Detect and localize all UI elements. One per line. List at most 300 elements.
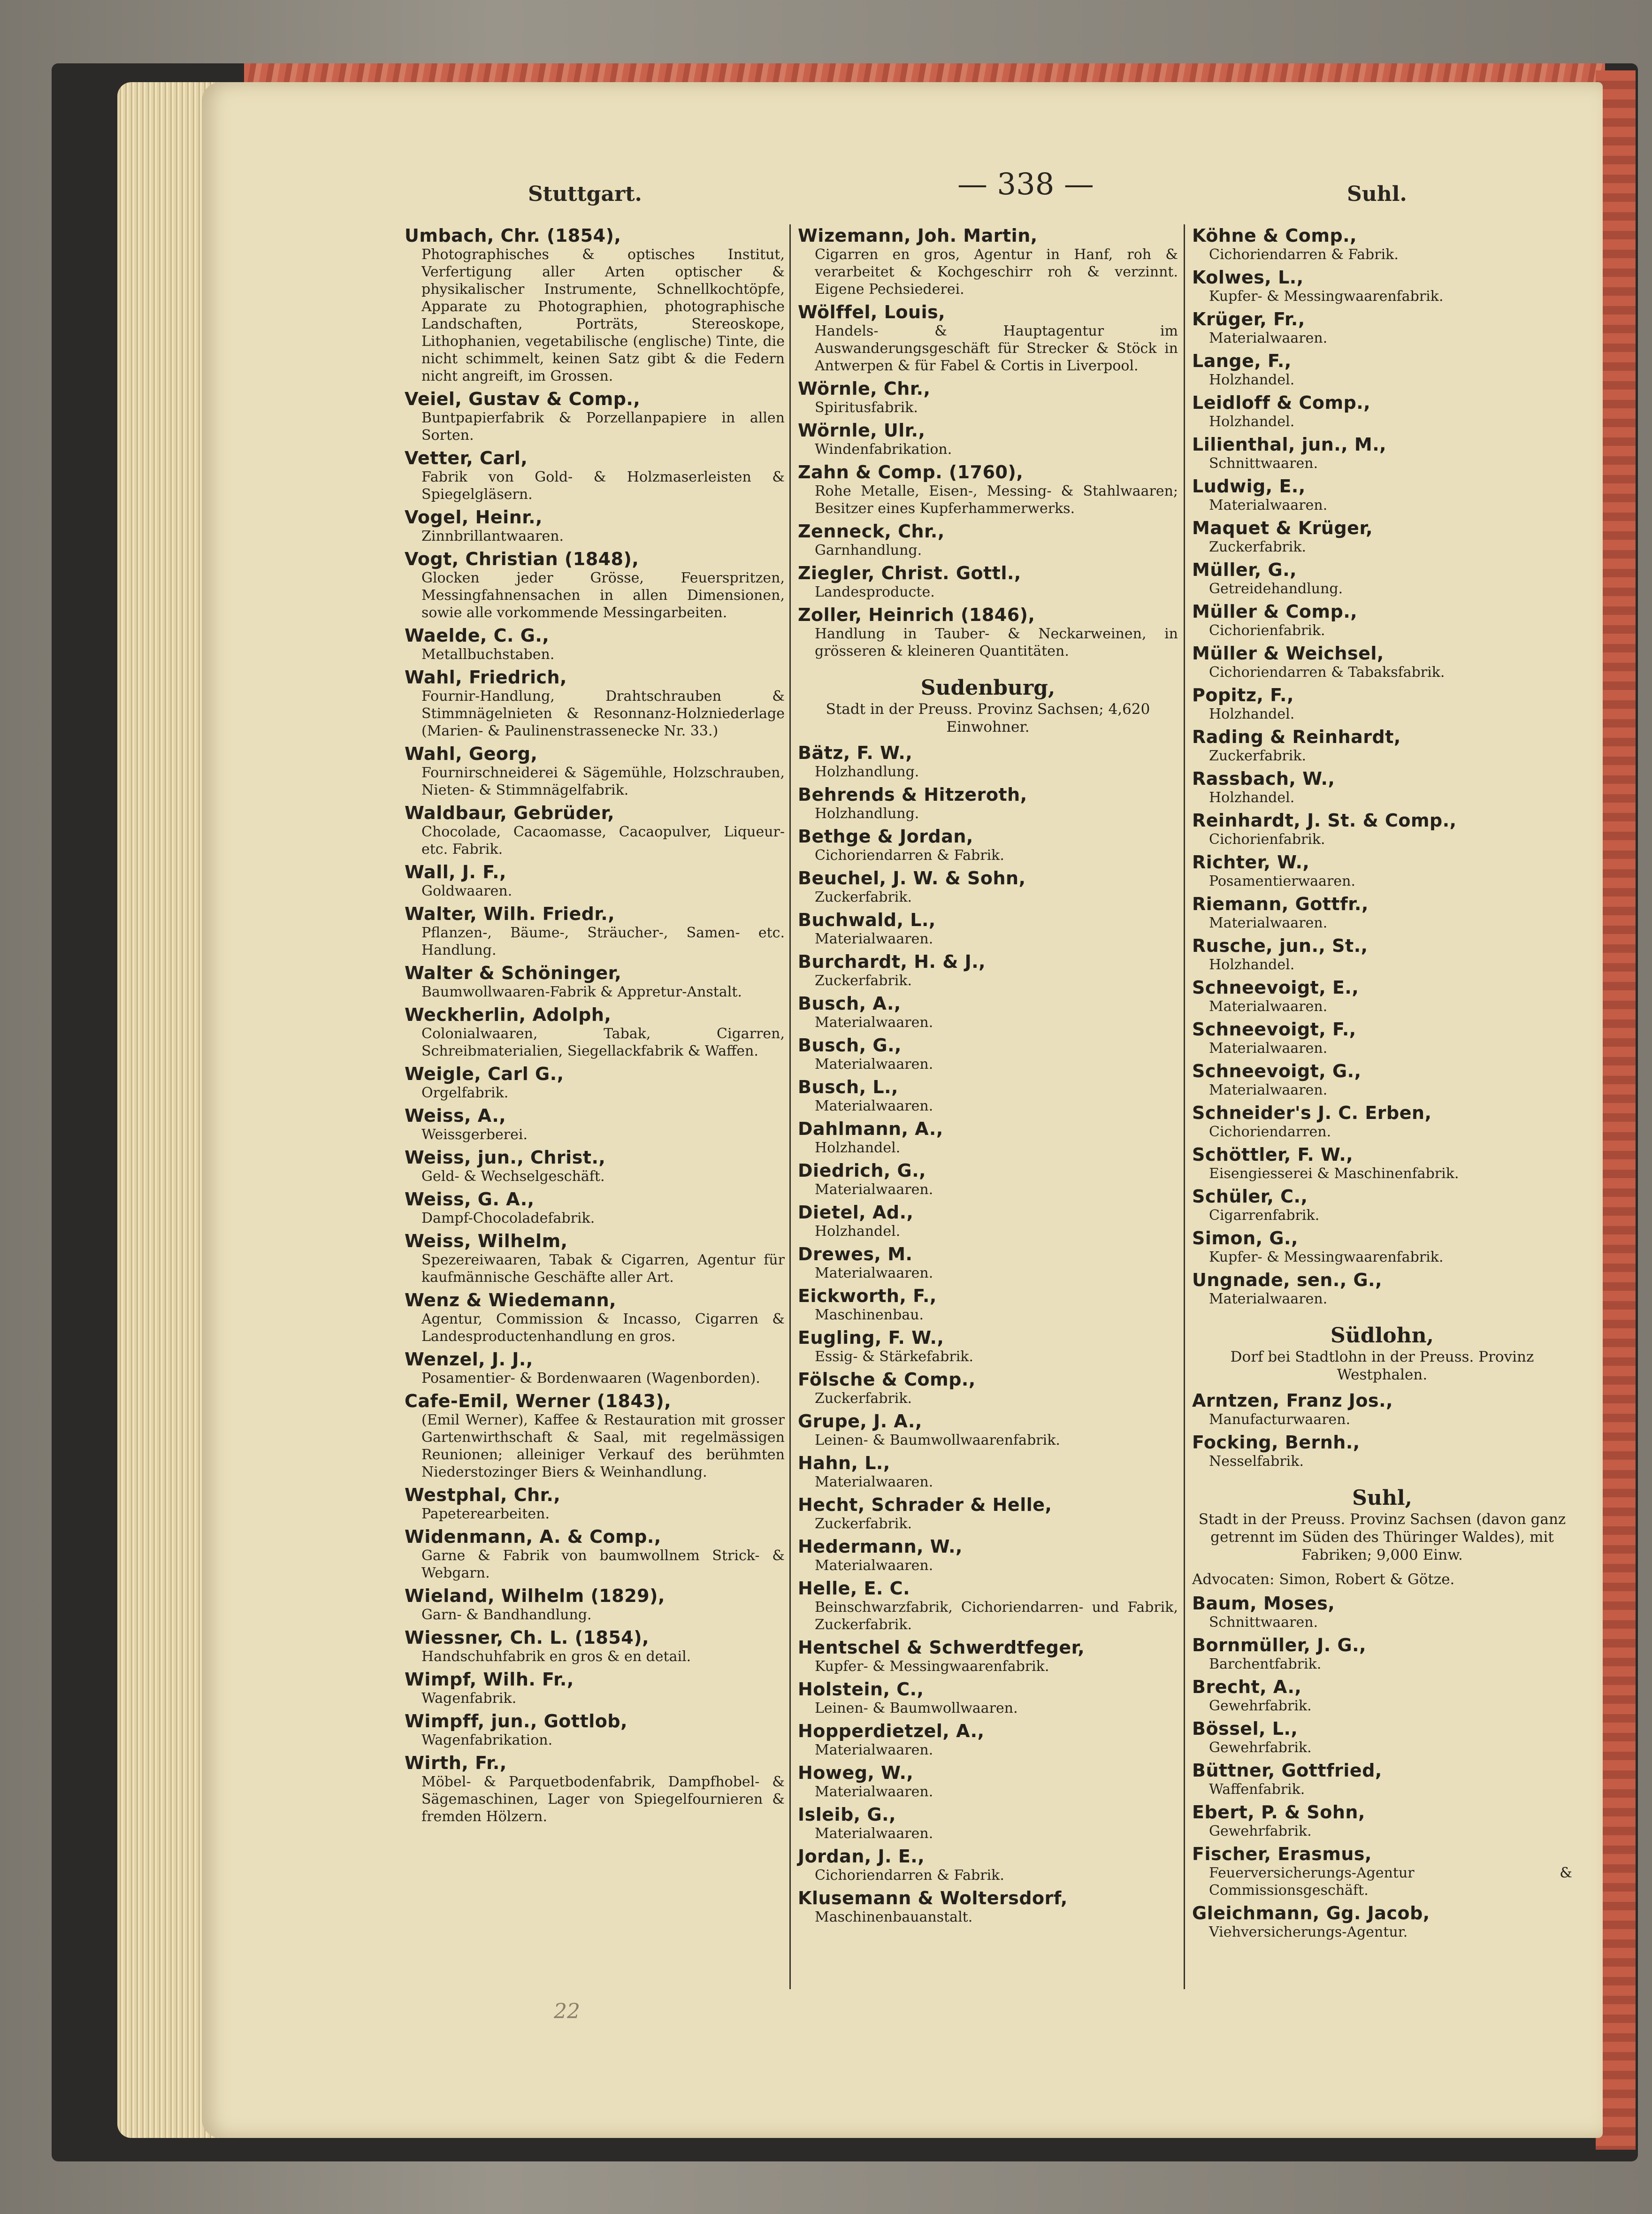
entry-name: Weiss, G. A., — [405, 1189, 535, 1210]
entry-description: Landesproducte. — [815, 584, 935, 600]
directory-entry — [798, 993, 1178, 1031]
directory-entry — [1192, 518, 1572, 556]
entry-description: Maschinenbauanstalt. — [815, 1909, 973, 1925]
directory-entry — [1192, 977, 1572, 1015]
entry-description: Garnhandlung. — [815, 542, 922, 559]
directory-entry — [798, 1286, 1178, 1324]
directory-entry — [1192, 643, 1572, 681]
entry-name: Widenmann, A. & Comp., — [405, 1526, 661, 1547]
directory-entry — [405, 1064, 785, 1102]
entry-description: Garne & Fabrik von baumwollnem Strick- & Webgarn. — [421, 1548, 785, 1581]
directory-entry — [798, 563, 1178, 601]
directory-entry — [798, 521, 1178, 559]
section-title: Suhl, — [1352, 1486, 1412, 1510]
entry-name: Büttner, Gottfried, — [1192, 1760, 1382, 1781]
directory-entry — [405, 225, 785, 385]
entry-name: Maquet & Krüger, — [1192, 518, 1373, 538]
entry-name: Wörnle, Ulr., — [798, 420, 925, 441]
directory-entry — [1192, 1144, 1572, 1182]
entry-name: Howeg, W., — [798, 1762, 914, 1783]
column-3 — [1192, 225, 1572, 1945]
entry-description: Cigarrenfabrik. — [1209, 1207, 1320, 1224]
entry-description: Cichoriendarren & Fabrik. — [815, 1867, 1004, 1884]
entry-name: Leidloff & Comp., — [1192, 392, 1371, 413]
entry-description: Cichoriendarren & Tabaksfabrik. — [1209, 664, 1445, 681]
entry-description: Materialwaaren. — [815, 931, 933, 947]
entry-name: Reinhardt, J. St. & Comp., — [1192, 810, 1457, 831]
directory-entry — [798, 302, 1178, 375]
directory-entry — [798, 1679, 1178, 1717]
directory-entry — [405, 1711, 785, 1749]
entry-description: Holzhandel. — [815, 1140, 901, 1156]
column-rule — [1184, 224, 1185, 1989]
entry-description: Leinen- & Baumwollwaarenfabrik. — [815, 1432, 1060, 1448]
entry-name: Wall, J. F., — [405, 862, 506, 882]
directory-entry — [1192, 1635, 1572, 1673]
entry-name: Richter, W., — [1192, 852, 1310, 873]
entry-name: Vogel, Heinr., — [405, 507, 543, 528]
entry-name: Hentschel & Schwerdtfeger, — [798, 1637, 1085, 1658]
directory-entry — [1192, 559, 1572, 598]
column-rule — [789, 224, 791, 1989]
entry-name: Popitz, F., — [1192, 685, 1294, 705]
directory-entry — [798, 1160, 1178, 1198]
entry-description: Cigarren en gros, Agentur in Hanf, roh & verarbeitet & Kochgeschirr roh & verzinnt. Eigene Pechsiederei. — [815, 246, 1178, 298]
directory-entry — [1192, 434, 1572, 472]
entry-description: Posamentier- & Bordenwaaren (Wagenborden). — [421, 1370, 760, 1387]
entry-name: Fölsche & Comp., — [798, 1369, 976, 1390]
directory-entry — [1192, 1019, 1572, 1057]
entry-description: Papeterearbeiten. — [421, 1506, 550, 1522]
directory-entry — [798, 1536, 1178, 1574]
entry-description: Gewehrfabrik. — [1209, 1739, 1312, 1756]
entry-name: Walter & Schöninger, — [405, 963, 622, 983]
entry-name: Wizemann, Joh. Martin, — [798, 225, 1038, 246]
entry-name: Arntzen, Franz Jos., — [1192, 1390, 1393, 1411]
directory-entry — [798, 1494, 1178, 1532]
entry-name: Isleib, G., — [798, 1804, 896, 1825]
directory-entry — [1192, 852, 1572, 890]
directory-entry — [1192, 1718, 1572, 1756]
entry-name: Burchardt, H. & J., — [798, 951, 986, 972]
entry-description: Cichorienfabrik. — [1209, 831, 1325, 848]
entry-name: Schneevoigt, E., — [1192, 977, 1359, 998]
entry-description: Waffenfabrik. — [1209, 1781, 1305, 1798]
entry-name: Hedermann, W., — [798, 1536, 963, 1557]
entry-name: Grupe, J. A., — [798, 1411, 922, 1432]
entry-name: Beuchel, J. W. & Sohn, — [798, 868, 1026, 889]
entry-name: Schüler, C., — [1192, 1186, 1308, 1207]
directory-entry — [798, 1804, 1178, 1842]
entry-name: Schneevoigt, G., — [1192, 1061, 1361, 1081]
directory-entry — [1192, 1228, 1572, 1266]
entry-name: Zenneck, Chr., — [798, 521, 945, 542]
directory-entry — [1192, 1270, 1572, 1308]
entry-name: Busch, A., — [798, 993, 901, 1014]
directory-entry — [405, 625, 785, 663]
directory-entry — [798, 1453, 1178, 1491]
entry-name: Bössel, L., — [1192, 1718, 1298, 1739]
entry-name: Weiss, A., — [405, 1105, 506, 1126]
entry-name: Hecht, Schrader & Helle, — [798, 1494, 1052, 1515]
entry-description: Glocken jeder Grösse, Feuerspritzen, Messingfahnensachen in allen Dimensionen, sowie alle vorkommende Messingarbeiten. — [421, 570, 785, 621]
directory-entry — [405, 963, 785, 1001]
entry-description: Materialwaaren. — [815, 1098, 933, 1114]
entry-name: Dahlmann, A., — [798, 1118, 943, 1139]
entry-description: Zuckerfabrik. — [815, 1390, 912, 1407]
entry-name: Wiessner, Ch. L. (1854), — [405, 1627, 650, 1648]
entry-description: Holzhandel. — [815, 1223, 901, 1240]
directory-entry — [798, 462, 1178, 517]
directory-entry — [1192, 1061, 1572, 1099]
entry-description: Maschinenbau. — [815, 1307, 924, 1323]
directory-entry — [1192, 894, 1572, 932]
entry-description: Zuckerfabrik. — [815, 889, 912, 905]
entry-name: Eugling, F. W., — [798, 1327, 944, 1348]
entry-name: Zahn & Comp. (1760), — [798, 462, 1024, 483]
entry-name: Hahn, L., — [798, 1453, 890, 1473]
entry-description: Cichorienfabrik. — [1209, 622, 1325, 639]
entry-description: Geld- & Wechselgeschäft. — [421, 1168, 605, 1185]
directory-entry — [1192, 309, 1572, 347]
entry-name: Müller, G., — [1192, 559, 1297, 580]
entry-description: Chocolade, Cacaomasse, Cacaopulver, Liqueur- etc. Fabrik. — [421, 824, 785, 858]
entry-description: Goldwaaren. — [421, 883, 512, 899]
entry-name: Jordan, J. E., — [798, 1846, 925, 1867]
entry-name: Zoller, Heinrich (1846), — [798, 605, 1035, 625]
directory-entry — [798, 225, 1178, 298]
entry-description: Metallbuchstaben. — [421, 646, 555, 663]
entry-name: Lange, F., — [1192, 351, 1292, 371]
entry-description: Leinen- & Baumwollwaaren. — [815, 1700, 1018, 1716]
entry-description: Fournir-Handlung, Drahtschrauben & Stimmnägelnieten & Resonnanz-Holzniederlage (Marien- & Paulinenstrassenecke Nr. 33.) — [421, 688, 785, 739]
entry-description: Materialwaaren. — [815, 1474, 933, 1490]
entry-name: Rading & Reinhardt, — [1192, 727, 1401, 747]
entry-name: Buchwald, L., — [798, 910, 936, 930]
entry-description: Holzhandlung. — [815, 805, 919, 822]
entry-description: Zuckerfabrik. — [815, 1516, 912, 1532]
directory-entry — [405, 1189, 785, 1227]
column-1 — [405, 225, 785, 1829]
entry-description: Gewehrfabrik. — [1209, 1698, 1312, 1714]
entry-description: Holzhandel. — [1209, 372, 1295, 388]
entry-description: Agentur, Commission & Incasso, Cigarren & Landesproductenhandlung en gros. — [421, 1311, 785, 1345]
entry-description: Manufacturwaaren. — [1209, 1411, 1351, 1428]
directory-entry — [405, 1485, 785, 1523]
directory-entry — [798, 1035, 1178, 1073]
directory-entry — [798, 1578, 1178, 1633]
entry-description: Gewehrfabrik. — [1209, 1823, 1312, 1839]
entry-name: Hopperdietzel, A., — [798, 1721, 985, 1741]
entry-description: Getreidehandlung. — [1209, 581, 1343, 597]
entry-name: Baum, Moses, — [1192, 1593, 1335, 1614]
entry-description: Spiritusfabrik. — [815, 399, 918, 416]
entry-description: Schnittwaaren. — [1209, 455, 1318, 472]
entry-name: Schöttler, F. W., — [1192, 1144, 1354, 1165]
section-intro: Stadt in der Preuss. Provinz Sachsen (davon ganz getrennt im Süden des Thüringer Waldes), mit Fabriken; 9,000 Einw. — [1198, 1511, 1566, 1563]
entry-name: Wimpf, Wilh. Fr., — [405, 1669, 574, 1690]
directory-entry — [798, 1327, 1178, 1365]
entry-name: Ziegler, Christ. Gottl., — [798, 563, 1021, 583]
entry-name: Bätz, F. W., — [798, 743, 913, 763]
entry-name: Weigle, Carl G., — [405, 1064, 564, 1084]
entry-name: Simon, G., — [1192, 1228, 1298, 1249]
directory-entry — [405, 862, 785, 900]
directory-entry — [405, 1290, 785, 1345]
entry-name: Walter, Wilh. Friedr., — [405, 904, 615, 924]
entry-description: Materialwaaren. — [815, 1784, 933, 1800]
entry-description: Photographisches & optisches Institut, Verfertigung aller Arten optischer & physikalischer Instrumente, Schnellkochtöpfe, Apparate zu Photographien, photographische Landschaften, Porträts, Stereoskope, Lithophanien, vegetabilische (englische) Tinte, die nicht schimmelt, keinen Satz gibt & die Federn nicht angreift, im Grossen. — [421, 246, 785, 384]
entry-description: Weissgerberei. — [421, 1126, 528, 1143]
entry-name: Bethge & Jordan, — [798, 826, 973, 847]
entry-description: Materialwaaren. — [815, 1557, 933, 1574]
directory-entry — [798, 1202, 1178, 1240]
directory-entry — [798, 1888, 1178, 1926]
entry-description: Nesselfabrik. — [1209, 1453, 1304, 1470]
directory-entry — [798, 1762, 1178, 1800]
directory-entry — [1192, 225, 1572, 263]
page-number: — 338 — — [957, 167, 1094, 202]
directory-entry — [798, 378, 1178, 416]
entry-description: Zuckerfabrik. — [1209, 539, 1307, 555]
entry-description: Viehversicherungs-Agentur. — [1209, 1924, 1408, 1940]
entry-name: Gleichmann, Gg. Jacob, — [1192, 1903, 1430, 1923]
directory-entry — [798, 910, 1178, 948]
entry-name: Müller & Comp., — [1192, 601, 1358, 622]
entry-name: Weiss, Wilhelm, — [405, 1231, 568, 1251]
advocates-line: Advocaten: Simon, Robert & Götze. — [1192, 1571, 1455, 1588]
entry-name: Busch, L., — [798, 1077, 898, 1097]
directory-entry — [405, 1231, 785, 1286]
entry-description: Materialwaaren. — [1209, 1082, 1328, 1098]
directory-entry — [405, 1105, 785, 1143]
section-block — [1192, 1486, 1572, 1564]
section-intro: Dorf bei Stadtlohn in der Preuss. Provinz Westphalen. — [1230, 1348, 1534, 1383]
directory-entry — [405, 1391, 785, 1481]
directory-entry — [1192, 810, 1572, 848]
directory-entry — [1192, 1844, 1572, 1899]
entry-description: Möbel- & Parquetbodenfabrik, Dampfhobel- & Sägemaschinen, Lager von Spiegelfournieren & fremden Hölzern. — [421, 1774, 785, 1825]
entry-name: Waelde, C. G., — [405, 625, 550, 646]
entry-description: Posamentierwaaren. — [1209, 873, 1355, 889]
entry-name: Wölffel, Louis, — [798, 302, 946, 322]
signature-mark: 22 — [554, 1999, 580, 2023]
entry-name: Müller & Weichsel, — [1192, 643, 1384, 664]
column-2 — [798, 225, 1178, 1930]
directory-entry — [798, 826, 1178, 864]
directory-entry — [405, 1349, 785, 1387]
entry-name: Wenz & Wiedemann, — [405, 1290, 617, 1310]
entry-description: Holzhandel. — [1209, 789, 1295, 806]
entry-name: Vogt, Christian (1848), — [405, 549, 639, 569]
directory-entry — [798, 1118, 1178, 1157]
entry-name: Drewes, M. — [798, 1244, 913, 1264]
entry-name: Krüger, Fr., — [1192, 309, 1305, 329]
running-head-left: Stuttgart. — [528, 182, 642, 206]
entry-name: Wahl, Georg, — [405, 743, 538, 764]
directory-entry — [405, 1526, 785, 1582]
entry-description: Dampf-Chocoladefabrik. — [421, 1210, 595, 1226]
directory-entry — [405, 507, 785, 545]
directory-entry — [405, 743, 785, 799]
entry-name: Rusche, jun., St., — [1192, 935, 1368, 956]
entry-description: Fournirschneiderei & Sägemühle, Holzschrauben, Nieten- & Stimmnägelfabrik. — [421, 765, 785, 798]
entry-name: Vetter, Carl, — [405, 448, 528, 468]
entry-name: Wirth, Fr., — [405, 1753, 507, 1773]
entry-description: Materialwaaren. — [1209, 1291, 1328, 1307]
entry-description: Wagenfabrik. — [421, 1690, 517, 1707]
entry-name: Westphal, Chr., — [405, 1485, 561, 1505]
section-block — [1192, 1324, 1572, 1384]
entry-name: Focking, Bernh., — [1192, 1432, 1360, 1453]
running-head-right: Suhl. — [1347, 182, 1407, 206]
directory-entry — [405, 1669, 785, 1707]
entry-name: Behrends & Hitzeroth, — [798, 784, 1027, 805]
entry-name: Köhne & Comp., — [1192, 225, 1357, 246]
directory-entry — [405, 448, 785, 503]
section-title: Sudenburg, — [920, 676, 1055, 700]
directory-entry — [405, 1627, 785, 1665]
entry-description: Kupfer- & Messingwaarenfabrik. — [1209, 288, 1444, 305]
directory-entry — [1192, 1103, 1572, 1141]
entry-description: Materialwaaren. — [815, 1742, 933, 1758]
entry-description: Zuckerfabrik. — [1209, 748, 1307, 764]
entry-description: Baumwollwaaren-Fabrik & Appretur-Anstalt. — [421, 984, 742, 1000]
directory-entry — [405, 1586, 785, 1624]
directory-entry — [798, 1077, 1178, 1115]
directory-entry — [798, 1369, 1178, 1407]
directory-entry — [798, 1846, 1178, 1884]
entry-description: Orgelfabrik. — [421, 1085, 509, 1101]
entry-description: Rohe Metalle, Eisen-, Messing- & Stahlwaaren; Besitzer eines Kupferhammerwerks. — [815, 483, 1178, 517]
entry-name: Holstein, C., — [798, 1679, 924, 1700]
entry-name: Schneider's J. C. Erben, — [1192, 1103, 1432, 1123]
entry-description: Materialwaaren. — [815, 1825, 933, 1842]
directory-entry — [798, 605, 1178, 660]
entry-name: Eickworth, F., — [798, 1286, 937, 1306]
directory-entry — [1192, 1593, 1572, 1631]
entry-description: Materialwaaren. — [1209, 1040, 1328, 1057]
section-block — [798, 676, 1178, 736]
entry-name: Ludwig, E., — [1192, 476, 1306, 497]
entry-name: Riemann, Gottfr., — [1192, 894, 1369, 914]
entry-name: Ebert, P. & Sohn, — [1192, 1802, 1365, 1823]
entry-description: Zinnbrillantwaaren. — [421, 528, 564, 544]
directory-entry — [1192, 685, 1572, 723]
entry-description: Kupfer- & Messingwaarenfabrik. — [1209, 1249, 1444, 1265]
directory-entry — [1192, 1760, 1572, 1798]
entry-name: Weiss, jun., Christ., — [405, 1147, 606, 1168]
directory-entry — [1192, 601, 1572, 639]
entry-name: Wahl, Friedrich, — [405, 667, 567, 688]
entry-name: Veiel, Gustav & Comp., — [405, 389, 641, 409]
directory-entry — [405, 803, 785, 858]
entry-description: Holzhandel. — [1209, 957, 1295, 973]
directory-entry — [1192, 768, 1572, 806]
entry-description: Barchentfabrik. — [1209, 1656, 1322, 1672]
directory-entry — [798, 1244, 1178, 1282]
directory-entry — [1192, 1802, 1572, 1840]
directory-entry — [1192, 1677, 1572, 1715]
entry-name: Umbach, Chr. (1854), — [405, 225, 621, 246]
directory-entry — [405, 1147, 785, 1185]
entry-description: Eisengiesserei & Maschinenfabrik. — [1209, 1165, 1459, 1182]
entry-description: Pflanzen-, Bäume-, Sträucher-, Samen- etc. Handlung. — [421, 925, 785, 958]
entry-description: (Emil Werner), Kaffee & Restauration mit grosser Gartenwirthschaft & Saal, mit regelmässigen Reunionen; alleiniger Verkauf des berühmten Niederstozinger Biers & Weinhandlung. — [421, 1412, 785, 1480]
entry-name: Kolwes, L., — [1192, 267, 1304, 288]
entry-description: Feuerversicherungs-Agentur & Commissionsgeschäft. — [1209, 1865, 1572, 1899]
entry-name: Brecht, A., — [1192, 1677, 1302, 1697]
entry-description: Buntpapierfabrik & Porzellanpapiere in allen Sorten. — [421, 410, 785, 444]
entry-description: Materialwaaren. — [1209, 915, 1328, 931]
entry-description: Garn- & Bandhandlung. — [421, 1607, 592, 1623]
entry-name: Fischer, Erasmus, — [1192, 1844, 1372, 1864]
entry-description: Schnittwaaren. — [1209, 1614, 1318, 1631]
entry-description: Essig- & Stärkefabrik. — [815, 1348, 974, 1365]
entry-name: Bornmüller, J. G., — [1192, 1635, 1367, 1655]
entry-name: Weckherlin, Adolph, — [405, 1004, 612, 1025]
directory-entry — [798, 784, 1178, 822]
entry-description: Cichoriendarren. — [1209, 1124, 1331, 1140]
entry-name: Wieland, Wilhelm (1829), — [405, 1586, 665, 1606]
entry-name: Helle, E. C. — [798, 1578, 910, 1599]
entry-name: Ungnade, sen., G., — [1192, 1270, 1383, 1290]
directory-entry — [1192, 351, 1572, 389]
directory-entry — [1192, 727, 1572, 765]
entry-description: Holzhandel. — [1209, 706, 1295, 722]
entry-name: Klusemann & Woltersdorf, — [798, 1888, 1068, 1908]
directory-entry — [798, 420, 1178, 458]
entry-description: Beinschwarzfabrik, Cichoriendarren- und Fabrik, Zuckerfabrik. — [815, 1599, 1178, 1633]
directory-entry — [1192, 267, 1572, 305]
directory-entry — [1192, 1432, 1572, 1470]
directory-entry — [1192, 935, 1572, 973]
entry-name: Wimpff, jun., Gottlob, — [405, 1711, 628, 1731]
directory-entry — [405, 1004, 785, 1060]
directory-entry — [405, 1753, 785, 1825]
entry-description: Wagenfabrikation. — [421, 1732, 553, 1748]
entry-description: Materialwaaren. — [1209, 330, 1328, 346]
entry-description: Materialwaaren. — [815, 1265, 933, 1281]
directory-entry — [798, 1637, 1178, 1675]
directory-entry — [405, 549, 785, 621]
entry-description: Materialwaaren. — [815, 1056, 933, 1073]
entry-name: Diedrich, G., — [798, 1160, 926, 1181]
entry-name: Cafe-Emil, Werner (1843), — [405, 1391, 672, 1411]
entry-name: Busch, G., — [798, 1035, 902, 1056]
entry-description: Fabrik von Gold- & Holzmaserleisten & Spiegelgläsern. — [421, 469, 785, 503]
entry-description: Spezereiwaaren, Tabak & Cigarren, Agentur für kaufmännische Geschäfte aller Art. — [421, 1252, 785, 1286]
entry-description: Handlung in Tauber- & Neckarweinen, in grösseren & kleineren Quantitäten. — [815, 626, 1178, 659]
entry-name: Wenzel, J. J., — [405, 1349, 533, 1370]
entry-name: Rassbach, W., — [1192, 768, 1335, 789]
section-intro: Stadt in der Preuss. Provinz Sachsen; 4,620 Einwohner. — [826, 701, 1150, 735]
entry-description: Materialwaaren. — [815, 1014, 933, 1031]
entry-description: Materialwaaren. — [1209, 998, 1328, 1015]
entry-description: Colonialwaaren, Tabak, Cigarren, Schreibmaterialien, Siegellackfabrik & Waffen. — [421, 1026, 785, 1059]
directory-entry — [798, 1411, 1178, 1449]
entry-name: Schneevoigt, F., — [1192, 1019, 1356, 1040]
directory-entry — [1192, 1390, 1572, 1428]
entry-description: Cichoriendarren & Fabrik. — [1209, 246, 1399, 263]
directory-entry — [1192, 476, 1572, 514]
directory-entry — [1192, 1903, 1572, 1941]
directory-entry — [798, 743, 1178, 781]
entry-description: Materialwaaren. — [1209, 497, 1328, 513]
directory-entry — [1192, 1186, 1572, 1224]
directory-entry — [405, 389, 785, 444]
entry-description: Handels- & Hauptagentur im Auswanderungsgeschäft für Strecker & Stöck in Antwerpen & für Fabel & Cortis in Liverpool. — [815, 323, 1178, 374]
